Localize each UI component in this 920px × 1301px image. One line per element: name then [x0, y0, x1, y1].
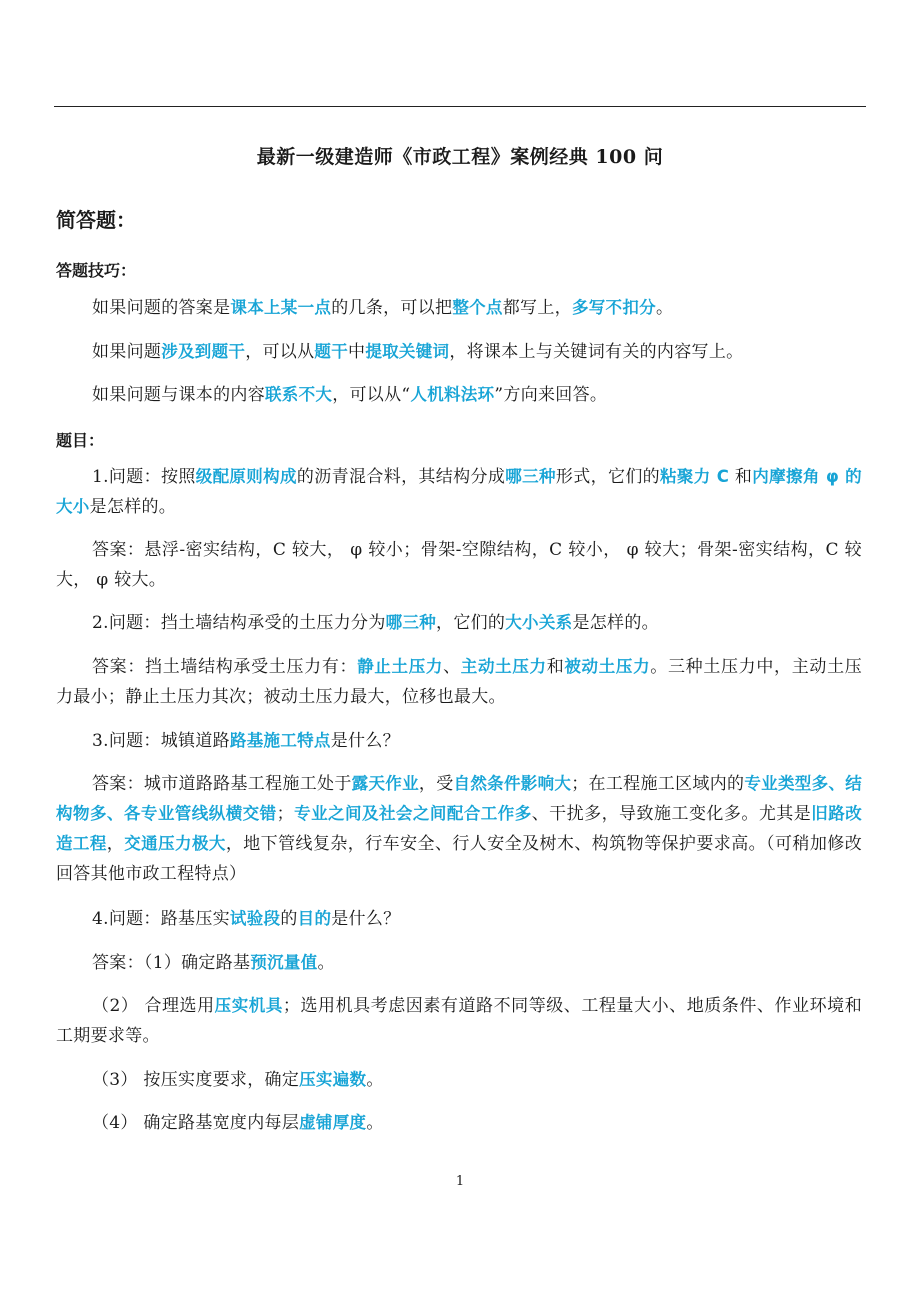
highlight: 内摩擦角 φ 的大小 — [56, 467, 862, 516]
highlight: 粘聚力 C — [660, 467, 730, 486]
highlight: 虚铺厚度 — [299, 1113, 367, 1132]
highlight: 涉及到题干 — [161, 342, 246, 361]
question-1: 1.问题：按照级配原则构成的沥青混合料，其结构分成哪三种形式，它们的粘聚力 C 和内摩擦角 φ 的大小是怎样的。 — [56, 467, 862, 517]
highlight: 提取关键词 — [365, 342, 450, 361]
highlight: 哪三种 — [505, 467, 556, 486]
highlight: 题干 — [314, 342, 349, 361]
highlight: 试验段 — [229, 909, 281, 928]
answer-4-item-3: （3） 按压实度要求，确定压实遍数。 — [92, 1070, 384, 1090]
highlight: 哪三种 — [385, 613, 437, 632]
highlight: 联系不大 — [265, 385, 333, 404]
highlight: 课本上某一点 — [230, 298, 332, 317]
highlight: 被动土压力 — [564, 657, 651, 676]
questions-label: 题目： — [56, 431, 105, 450]
answer-4-item-4: （4） 确定路基宽度内每层虚铺厚度。 — [92, 1113, 384, 1133]
highlight: 旧路改造工程 — [56, 804, 862, 853]
highlight: 专业之间及社会之间配合工作多 — [293, 804, 532, 823]
answer-2: 答案：挡土墙结构承受土压力有：静止土压力、主动土压力和被动土压力。三种土压力中，主动土压力最小；静止土压力其次；被动土压力最大，位移也最大。 — [56, 657, 863, 707]
header-rule — [54, 106, 866, 107]
highlight: 多写不扣分 — [571, 298, 656, 317]
answer-3: 答案：城市道路路基工程施工处于露天作业，受自然条件影响大；在工程施工区域内的专业类型多、结构物多、各专业管线纵横交错；专业之间及社会之间配合工作多、干扰多，导致施工变化多。尤其是旧路改造工程，交通压力极大，地下管线复杂，行车安全、行人安全及树木、构筑物等保护要求高。（可稍加修改回答其他市政工程特点） — [56, 774, 863, 884]
page-number: 1 — [455, 1174, 465, 1189]
tips-label: 答题技巧： — [56, 261, 137, 280]
question-4: 4.问题：路基压实试验段的目的是什么？ — [92, 909, 401, 929]
highlight: 目的 — [297, 909, 332, 928]
question-2: 2.问题：挡土墙结构承受的土压力分为哪三种，它们的大小关系是怎样的。 — [92, 613, 659, 633]
question-3: 3.问题：城镇道路路基施工特点是什么？ — [92, 731, 400, 751]
answer-4-item-1: 答案：（1）确定路基预沉量值。 — [92, 953, 335, 973]
highlight: 静止土压力 — [357, 657, 444, 676]
tip-paragraph-3: 如果问题与课本的内容联系不大，可以从“人机料法环”方向来回答。 — [92, 385, 608, 405]
answer-1: 答案：悬浮-密实结构，C 较大， φ 较小；骨架-空隙结构，C 较小， φ 较大；骨架-密实结构，C 较大， φ 较大。 — [56, 540, 862, 590]
highlight: 自然条件影响大 — [453, 774, 572, 793]
highlight: 主动土压力 — [460, 657, 547, 676]
highlight: 人机料法环 — [410, 385, 495, 404]
answer-4-item-2: （2） 合理选用压实机具；选用机具考虑因素有道路不同等级、工程量大小、地质条件、作业环境和工期要求等。 — [56, 996, 862, 1046]
highlight: 交通压力极大 — [124, 834, 226, 853]
highlight: 路基施工特点 — [229, 731, 331, 750]
highlight: 预沉量值 — [250, 953, 318, 972]
highlight: 专业类型多、结构物多、各专业管线纵横交错 — [56, 774, 863, 823]
section-heading: 简答题： — [56, 208, 136, 232]
highlight: 整个点 — [452, 298, 503, 317]
highlight: 大小关系 — [505, 613, 573, 632]
highlight: 露天作业 — [351, 774, 419, 793]
highlight: 压实机具 — [214, 996, 283, 1015]
page-title: 最新一级建造师《市政工程》案例经典 100 问 — [256, 146, 664, 168]
highlight: 压实遍数 — [299, 1070, 367, 1089]
highlight: 级配原则构成 — [195, 467, 297, 486]
tip-paragraph-2: 如果问题涉及到题干，可以从题干中提取关键词，将课本上与关键词有关的内容写上。 — [92, 342, 744, 362]
tip-paragraph-1: 如果问题的答案是课本上某一点的几条，可以把整个点都写上，多写不扣分。 — [92, 298, 674, 318]
